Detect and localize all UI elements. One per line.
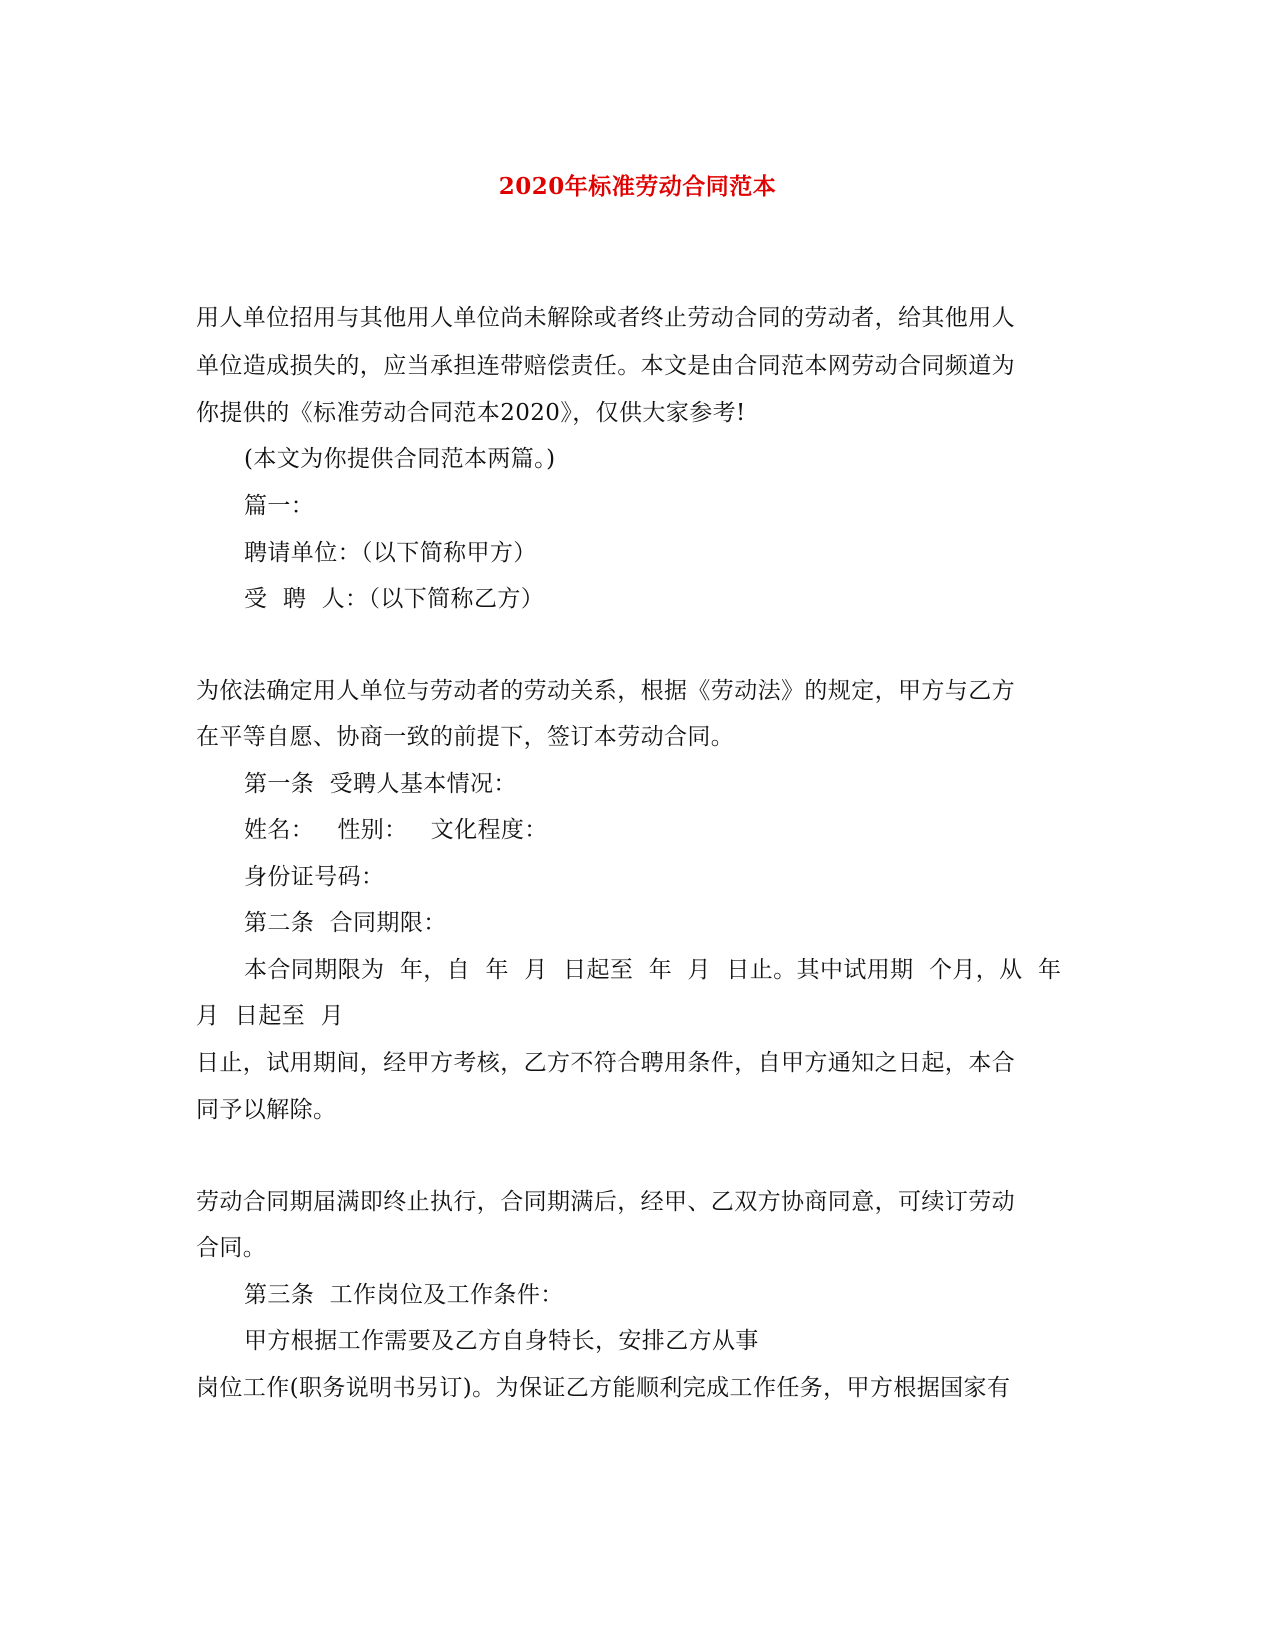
document-title: 2020年标准劳动合同范本 (498, 173, 777, 200)
term-line-2: 月 日起至 月 (196, 1003, 344, 1029)
term-line-4: 同予以解除。 (196, 1097, 337, 1123)
renewal-line-2: 合同。 (196, 1235, 267, 1261)
note-line: (本文为你提供合同范本两篇。) (244, 446, 556, 472)
position-line-2: 岗位工作(职务说明书另订)。为保证乙方能顺利完成工作任务，甲方根据国家有 (196, 1375, 1011, 1401)
basic-info-line: 姓名： 性别： 文化程度： (244, 817, 548, 843)
renewal-line-1: 劳动合同期届满即终止执行，合同期满后，经甲、乙双方协商同意，可续订劳动 (196, 1189, 1015, 1215)
article-2-heading: 第二条 合同期限： (244, 910, 447, 936)
employee-line: 受 聘 人：（以下简称乙方） (244, 586, 545, 612)
id-number-line: 身份证号码： (244, 864, 385, 890)
article-3-heading: 第三条 工作岗位及工作条件： (244, 1282, 564, 1308)
intro-line-1: 用人单位招用与其他用人单位尚未解除或者终止劳动合同的劳动者，给其他用人 (196, 305, 1015, 331)
purpose-line-2: 在平等自愿、协商一致的前提下，签订本劳动合同。 (196, 724, 735, 750)
position-line-1: 甲方根据工作需要及乙方自身特长，安排乙方从事 (244, 1328, 759, 1354)
intro-line-3: 你提供的《标准劳动合同范本2020》，仅供大家参考! (196, 400, 746, 426)
term-line-1: 本合同期限为 年，自 年 月 日起至 年 月 日止。其中试用期 个月，从 年 (244, 957, 1062, 983)
term-line-3: 日止，试用期间，经甲方考核，乙方不符合聘用条件，自甲方通知之日起，本合 (196, 1050, 1015, 1076)
intro-line-2: 单位造成损失的，应当承担连带赔偿责任。本文是由合同范本网劳动合同频道为 (196, 353, 1015, 379)
section-heading: 篇一： (244, 493, 315, 519)
article-1-heading: 第一条 受聘人基本情况： (244, 771, 517, 797)
employer-line: 聘请单位：（以下简称甲方） (244, 540, 537, 566)
purpose-line-1: 为依法确定用人单位与劳动者的劳动关系，根据《劳动法》的规定，甲方与乙方 (196, 678, 1015, 704)
